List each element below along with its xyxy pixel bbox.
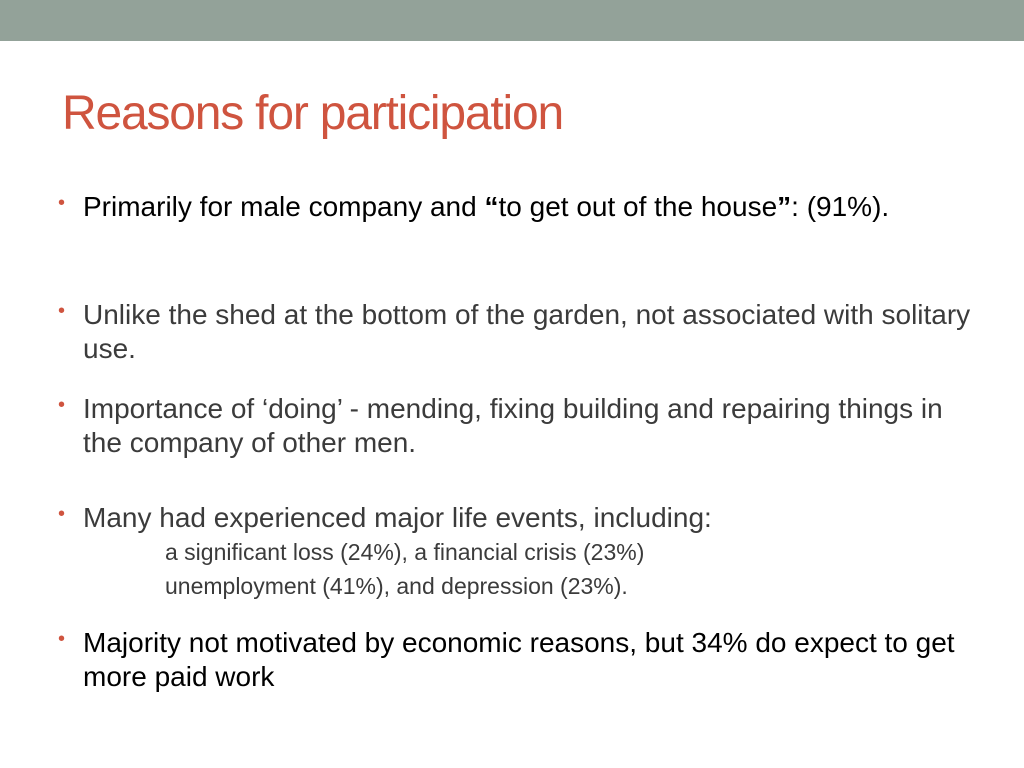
bullet-icon: • bbox=[58, 300, 66, 322]
bullet-text: Unlike the shed at the bottom of the garden, not associated with solitary use. bbox=[83, 299, 971, 364]
bullet-item-shed bbox=[58, 298, 988, 366]
bullet-icon: • bbox=[58, 394, 66, 416]
bullet-text: Many had experienced major life events, including: bbox=[83, 502, 712, 533]
sub-line-unemployment-depression: unemployment (41%), and depression (23%). bbox=[165, 573, 628, 599]
bullet-item-male-company bbox=[58, 190, 988, 224]
open-quote-mark: “ bbox=[484, 191, 499, 222]
bullet-icon: • bbox=[58, 192, 66, 214]
bullet-text-post: : (91%). bbox=[791, 191, 890, 222]
quoted-phrase: to get out of the house bbox=[498, 191, 778, 222]
bullet-icon: • bbox=[58, 503, 66, 525]
bullet-text bbox=[83, 190, 988, 224]
bullet-icon: • bbox=[58, 628, 66, 650]
bullet-item-life-events bbox=[58, 501, 988, 603]
bullet-text: Majority not motivated by economic reasons, but 34% do expect to get more paid work bbox=[83, 627, 955, 692]
close-quote-mark: ” bbox=[777, 191, 792, 222]
bullet-text: Importance of ‘doing’ - mending, fixing building and repairing things in the company of other men. bbox=[83, 393, 943, 458]
slide-title: Reasons for participation bbox=[62, 87, 563, 140]
sub-line-loss-crisis: a significant loss (24%), a financial crisis (23%) bbox=[165, 539, 645, 565]
bullet-item-economic bbox=[58, 626, 988, 694]
bullet-text-pre: Primarily for male company and bbox=[83, 191, 485, 222]
bullet-item-doing bbox=[58, 392, 988, 460]
top-accent-band bbox=[0, 0, 1024, 41]
